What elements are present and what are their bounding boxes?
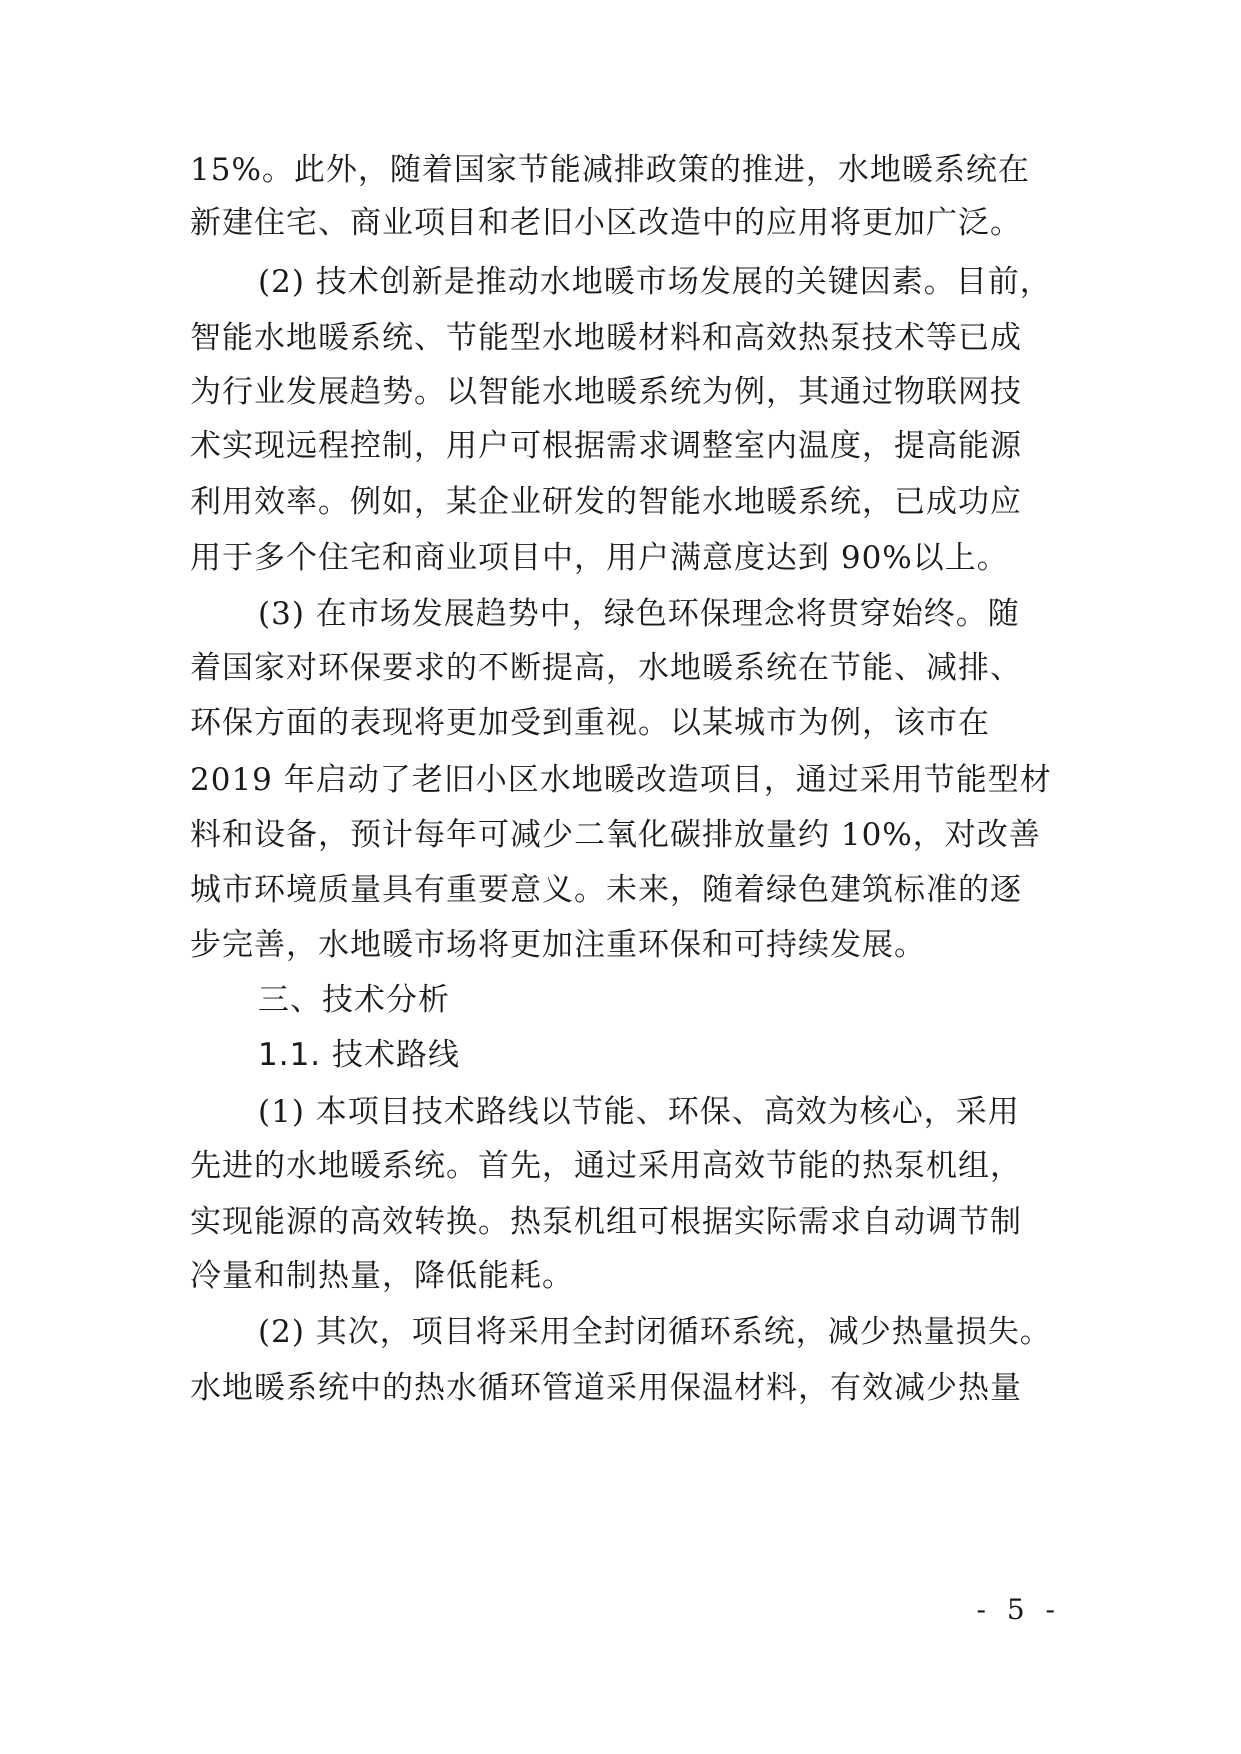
paragraph-line: 利用效率。例如，某企业研发的智能水地暖系统，已成功应 bbox=[190, 484, 1022, 520]
paragraph-line: 用于多个住宅和商业项目中，用户满意度达到 90%以上。 bbox=[190, 540, 1009, 576]
paragraph-line: 智能水地暖系统、节能型水地暖材料和高效热泵技术等已成 bbox=[190, 320, 1022, 356]
page-number: - 5 - bbox=[976, 1593, 1061, 1626]
paragraph-line: 料和设备，预计每年可减少二氧化碳排放量约 10%，对改善 bbox=[190, 817, 1041, 853]
paragraph-line: 实现能源的高效转换。热泵机组可根据实际需求自动调节制 bbox=[190, 1204, 1022, 1240]
paragraph-line: (2) 技术创新是推动水地暖市场发展的关键因素。目前， bbox=[258, 264, 1052, 300]
paragraph-line: 2019 年启动了老旧小区水地暖改造项目，通过采用节能型材 bbox=[190, 762, 1052, 798]
paragraph-line: 城市环境质量具有重要意义。未来，随着绿色建筑标准的逐 bbox=[190, 872, 1022, 908]
paragraph-line: (1) 本项目技术路线以节能、环保、高效为核心，采用 bbox=[258, 1094, 1020, 1130]
subsection-heading: 1.1. 技术路线 bbox=[258, 1037, 461, 1073]
paragraph-line: 步完善，水地暖市场将更加注重环保和可持续发展。 bbox=[190, 927, 926, 963]
paragraph-line: (2) 其次，项目将采用全封闭循环系统，减少热量损失。 bbox=[258, 1314, 1052, 1350]
paragraph-line: 为行业发展趋势。以智能水地暖系统为例，其通过物联网技 bbox=[190, 374, 1022, 410]
paragraph-line: 术实现远程控制，用户可根据需求调整室内温度，提高能源 bbox=[190, 428, 1022, 464]
paragraph-line: 15%。此外，随着国家节能减排政策的推进，水地暖系统在 bbox=[190, 152, 1030, 188]
paragraph-line: 环保方面的表现将更加受到重视。以某城市为例，该市在 bbox=[190, 705, 990, 741]
paragraph-line: 冷量和制热量，降低能耗。 bbox=[190, 1258, 574, 1294]
paragraph-line: 着国家对环保要求的不断提高，水地暖系统在节能、减排、 bbox=[190, 650, 1022, 686]
section-heading: 三、技术分析 bbox=[258, 982, 450, 1018]
paragraph-line: 水地暖系统中的热水循环管道采用保温材料，有效减少热量 bbox=[190, 1370, 1022, 1406]
paragraph-line: (3) 在市场发展趋势中，绿色环保理念将贯穿始终。随 bbox=[258, 596, 1020, 632]
paragraph-line: 新建住宅、商业项目和老旧小区改造中的应用将更加广泛。 bbox=[190, 205, 1022, 241]
paragraph-line: 先进的水地暖系统。首先，通过采用高效节能的热泵机组， bbox=[190, 1148, 1022, 1184]
